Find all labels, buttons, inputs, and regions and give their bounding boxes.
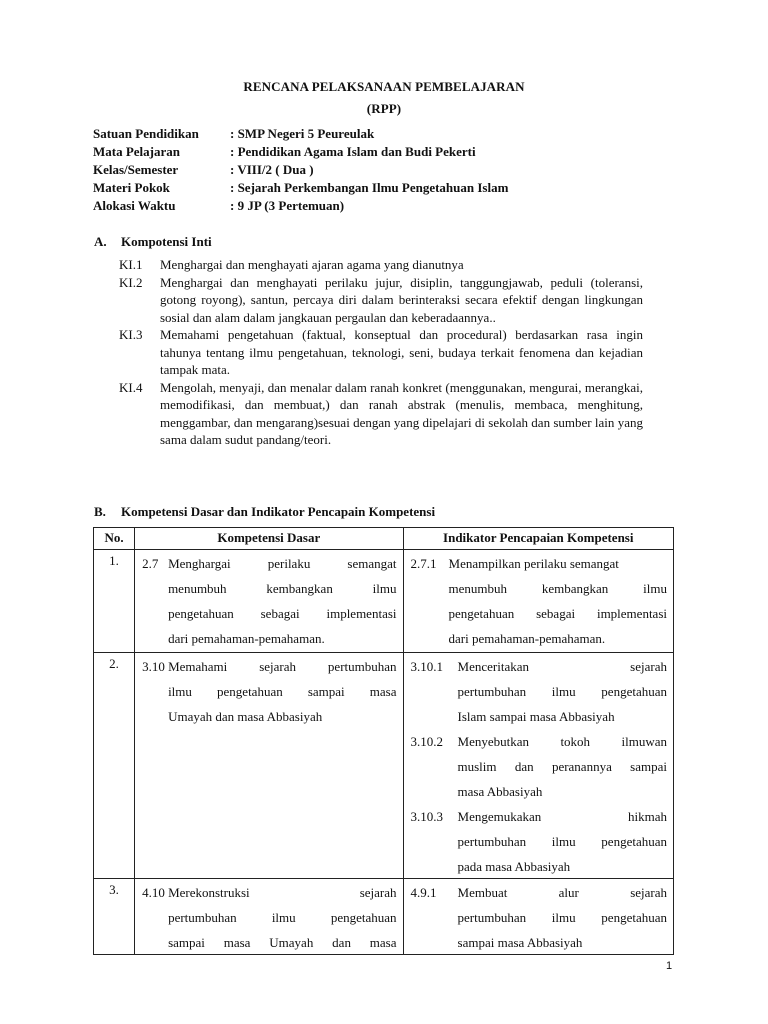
row-number: 3. [94, 879, 135, 955]
section-a-heading [94, 233, 212, 251]
row-number: 1. [94, 550, 135, 653]
kd-code: 2.7 [142, 556, 159, 571]
ipk-text-line: pertumbuhan ilmu pengetahuan [457, 834, 667, 849]
identity-block [93, 125, 508, 215]
column-header-ipk: Indikator Pencapaian Kompetensi [403, 528, 673, 550]
ipk-cell [403, 879, 673, 955]
kd-text-line: pertumbuhan ilmu pengetahuan [168, 910, 397, 925]
ipk-item [404, 728, 673, 753]
ki-item [119, 379, 643, 449]
identity-value: : 9 JP (3 Pertemuan) [230, 198, 345, 213]
identity-value: : Sejarah Perkembangan Ilmu Pengetahuan Islam [230, 180, 509, 195]
kd-cell [135, 879, 403, 955]
ipk-item [404, 653, 673, 678]
ipk-text-line: menumbuh kembangkan ilmu [448, 581, 667, 596]
page-number: 1 [666, 960, 673, 972]
ipk-item [404, 550, 673, 575]
ipk-text-line: Menyebutkan tokoh ilmuwan [457, 734, 667, 749]
kd-continuation [135, 625, 402, 650]
kd-text-line: Merekonstruksi sejarah [168, 885, 397, 900]
competency-table [93, 527, 674, 955]
identity-label: Kelas/Semester [93, 162, 179, 177]
kd-item [135, 879, 402, 904]
kd-text-line: ilmu pengetahuan sampai masa [168, 684, 397, 699]
table-row [94, 879, 674, 955]
identity-row [93, 125, 508, 143]
kd-continuation [135, 575, 402, 600]
ki-code: KI.3 [119, 327, 143, 342]
kd-text-line: pengetahuan sebagai implementasi [168, 606, 397, 621]
document-subtitle: (RPP) [366, 101, 402, 116]
ki-list [119, 256, 643, 449]
kd-text-line: Umayah dan masa Abbasiyah [168, 709, 323, 724]
ipk-code: 4.9.1 [410, 885, 437, 900]
identity-row [93, 197, 508, 215]
ipk-text-line: pengetahuan sebagai implementasi [448, 606, 667, 621]
column-header-kd: Kompetensi Dasar [135, 528, 403, 550]
ki-item [119, 256, 643, 274]
identity-label: Materi Pokok [93, 180, 170, 195]
ki-code: KI.4 [119, 379, 143, 395]
identity-value: : Pendidikan Agama Islam dan Budi Pekerti [230, 144, 476, 159]
kd-cell [135, 653, 403, 879]
kd-text-line: sampai masa Umayah dan masa [168, 935, 397, 950]
ki-text: Mengolah, menyaji, dan menalar dalam ranah konkret (menggunakan, mengurai, merangkai, memodifikasi, dan membuat,) dan ranah abstrak (menulis, membaca, menghitung, menggambar, dan mengarang)sesuai dengan yang dipelajari di sekolah dan sumber lain yang sama dalam sudut pandang/teori. [160, 379, 643, 447]
ipk-code: 3.10.1 [410, 659, 444, 674]
ipk-text-line: pada masa Abbasiyah [457, 859, 571, 874]
kd-code: 4.10 [142, 885, 165, 900]
ipk-text-line: Menceritakan sejarah [457, 659, 667, 674]
column-header-no: No. [94, 528, 135, 550]
identity-row [93, 161, 508, 179]
table-row [94, 653, 674, 879]
identity-row [93, 143, 508, 161]
ipk-text-line: masa Abbasiyah [457, 784, 543, 799]
ki-code: KI.1 [119, 257, 143, 272]
ipk-text-line: sampai masa Abbasiyah [457, 935, 583, 950]
kd-continuation [135, 600, 402, 625]
identity-row [93, 179, 508, 197]
ipk-text-line: Mengemukakan hikmah [457, 809, 667, 824]
kd-text-line: dari pemahaman-pemahaman. [168, 631, 325, 646]
kd-cell [135, 550, 403, 653]
ipk-cell [403, 653, 673, 879]
ipk-item [404, 803, 673, 828]
ipk-text-line: pertumbuhan ilmu pengetahuan [457, 910, 667, 925]
ipk-code: 3.10.2 [410, 734, 444, 749]
ki-text: Menghargai dan menghayati perilaku jujur, disiplin, tanggungjawab, peduli (toleransi, gotong royong), santun, percaya diri dalam berinteraksi secara efektif dengan lingkungan sosial dan alam dalam jangkauan pergaulan dan keberadaannya.. [160, 274, 643, 325]
document-title: RENCANA PELAKSANAAN PEMBELAJARAN [243, 79, 525, 94]
kd-item [135, 550, 402, 575]
ki-code: KI.2 [119, 274, 143, 290]
ipk-cell [403, 550, 673, 653]
ipk-text-line: muslim dan peranannya sampai [457, 759, 667, 774]
ipk-text-line: Membuat alur sejarah [457, 885, 667, 900]
ipk-text-line: dari pemahaman-pemahaman. [448, 631, 606, 646]
ipk-code: 3.10.3 [410, 809, 444, 824]
ipk-text-line: Menampilkan perilaku semangat [448, 556, 619, 571]
identity-label: Mata Pelajaran [93, 144, 181, 159]
ipk-code: 2.7.1 [410, 556, 437, 571]
table-row [94, 550, 674, 653]
identity-label: Alokasi Waktu [93, 198, 176, 213]
section-letter: B. [94, 504, 106, 519]
kd-text-line: Menghargai perilaku semangat [168, 556, 397, 571]
kd-text-line: menumbuh kembangkan ilmu [168, 581, 397, 596]
identity-value: : VIII/2 ( Dua ) [230, 162, 314, 177]
identity-label: Satuan Pendidikan [93, 126, 199, 141]
section-title: Kompetensi Dasar dan Indikator Pencapain Kompetensi [121, 504, 436, 519]
ipk-text-line: Islam sampai masa Abbasiyah [457, 709, 615, 724]
kd-item [135, 653, 402, 678]
ipk-item [404, 879, 673, 904]
ki-text: Memahami pengetahuan (faktual, konseptual dan procedural) berdasarkan rasa ingin tahunya tentang ilmu pengetahuan, teknologi, seni, budaya terkait fenomena dan kejadian tampak mata. [160, 327, 643, 377]
kd-text-line: Memahami sejarah pertumbuhan [168, 659, 397, 674]
row-number: 2. [94, 653, 135, 879]
ki-item [119, 274, 643, 327]
identity-value: : SMP Negeri 5 Peureulak [230, 126, 375, 141]
ki-item [119, 326, 643, 379]
table-header-row [94, 528, 674, 550]
ipk-text-line: pertumbuhan ilmu pengetahuan [457, 684, 667, 699]
kd-code: 3.10 [142, 659, 165, 674]
section-title: Kompotensi Inti [121, 234, 212, 249]
section-letter: A. [94, 234, 107, 249]
ki-text: Menghargai dan menghayati ajaran agama yang dianutnya [160, 257, 464, 272]
section-b-heading [94, 503, 435, 521]
kd-text [168, 552, 396, 575]
